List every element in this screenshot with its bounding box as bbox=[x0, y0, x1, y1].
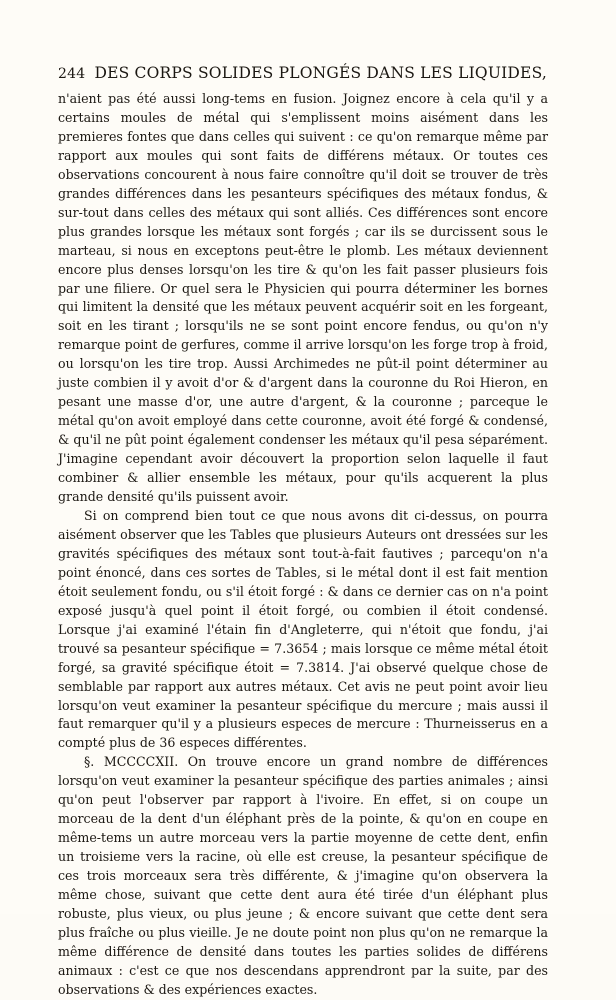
page-header bbox=[58, 64, 548, 82]
page-body bbox=[58, 90, 548, 1000]
running-title: DES CORPS SOLIDES PLONGÉS DANS LES LIQUIDES, bbox=[94, 64, 547, 82]
section-paragraph: §. MCCCCXII. On trouve encore un grand nombre de différences lorsqu'on veut examiner la pesanteur spécifique des parties animales ; ainsi qu'on peut l'observer par rapport à l'ivoire. En effet, si on coupe un morceau de la dent d'un éléphant près de la pointe, & qu'on en coupe en même-tems un autre morceau vers la partie moyenne de cette dent, enfin un troisieme vers la racine, où elle est creuse, la pesanteur spécifique de ces trois morceaux sera très différente, & j'imagine qu'on observera la même chose, suivant que cette dent aura été tirée d'un éléphant plus robuste, plus vieux, ou plus jeune ; & encore suivant que cette dent sera plus fraîche ou plus vieille. Je ne doute point non plus qu'on ne remarque la même différence de densité dans toutes les parties solides de différens animaux : c'est ce que nos descendans apprendront par la suite, par des observations & des expériences exactes. bbox=[58, 754, 548, 997]
paragraph: n'aient pas été aussi long-tems en fusion. Joignez encore à cela qu'il y a certains moules de métal qui s'emplissent moins aisément dans les premieres fontes que dans celles qui suivent : ce qu'on remarque même par rapport aux moules qui sont faits de différens métaux. Or toutes ces observations concourent à nous faire connoître qu'il doit se trouver de très grandes différences dans les pesanteurs spécifiques des métaux fondus, & sur-tout dans celles des métaux qui sont alliés. Ces différences sont encore plus grandes lorsque les métaux sont forgés ; car ils se durcissent sous le marteau, si nous en exceptons peut-être le plomb. Les métaux deviennent encore plus denses lorsqu'on les tire & qu'on les fait passer plusieurs fois par une filiere. Or quel sera le Physicien qui pourra déterminer les bornes qui limitent la densité que les métaux peuvent acquérir soit en les forgeant, soit en les tirant ; lorsqu'ils ne se sont point encore fendus, ou qu'on n'y remarque point de gerfures, comme il arrive lorsqu'on les forge trop à froid, ou lorsqu'on les tire trop. Aussi Archimedes ne pût-il point déterminer au juste combien il y avoit d'or & d'argent dans la couronne du Roi Hieron, en pesant une masse d'or, une autre d'argent, & la couronne ; parceque le métal qu'on avoit employé dans cette couronne, avoit été forgé & condensé, & qu'il ne pût point également condenser les métaux qu'il pesa séparément. J'imagine cependant avoir découvert la proportion selon laquelle il faut combiner & allier ensemble les métaux, pour qu'ils acquerent la plus grande densité qu'ils puissent avoir. bbox=[58, 91, 548, 505]
paragraph: Si on comprend bien tout ce que nous avons dit ci-dessus, on pourra aisément observer que les Tables que plusieurs Auteurs ont dressées sur les gravités spécifiques des métaux sont tout-à-fait fautives ; parcequ'on n'a point énoncé, dans ces sortes de Tables, si le métal dont il est fait mention étoit seulement fondu, ou s'il étoit forgé : & dans ce dernier cas on n'a point exposé jusqu'à quel point il étoit forgé, ou combien il étoit condensé. Lorsque j'ai examiné l'étain fin d'Angleterre, qui n'étoit que fondu, j'ai trouvé sa pesanteur spécifique = 7.3654 ; mais lorsque ce même métal étoit forgé, sa gravité spécifique étoit = 7.3814. J'ai observé quelque chose de semblable par rapport aux autres métaux. Cet avis ne peut point avoir lieu lorsqu'on veut examiner la pesanteur spécifique du mercure ; mais aussi il faut remarquer qu'il y a plusieurs especes de mercure : Thurneisserus en a compté plus de 36 especes différentes. bbox=[58, 507, 548, 751]
page-number: 244 bbox=[58, 66, 86, 82]
